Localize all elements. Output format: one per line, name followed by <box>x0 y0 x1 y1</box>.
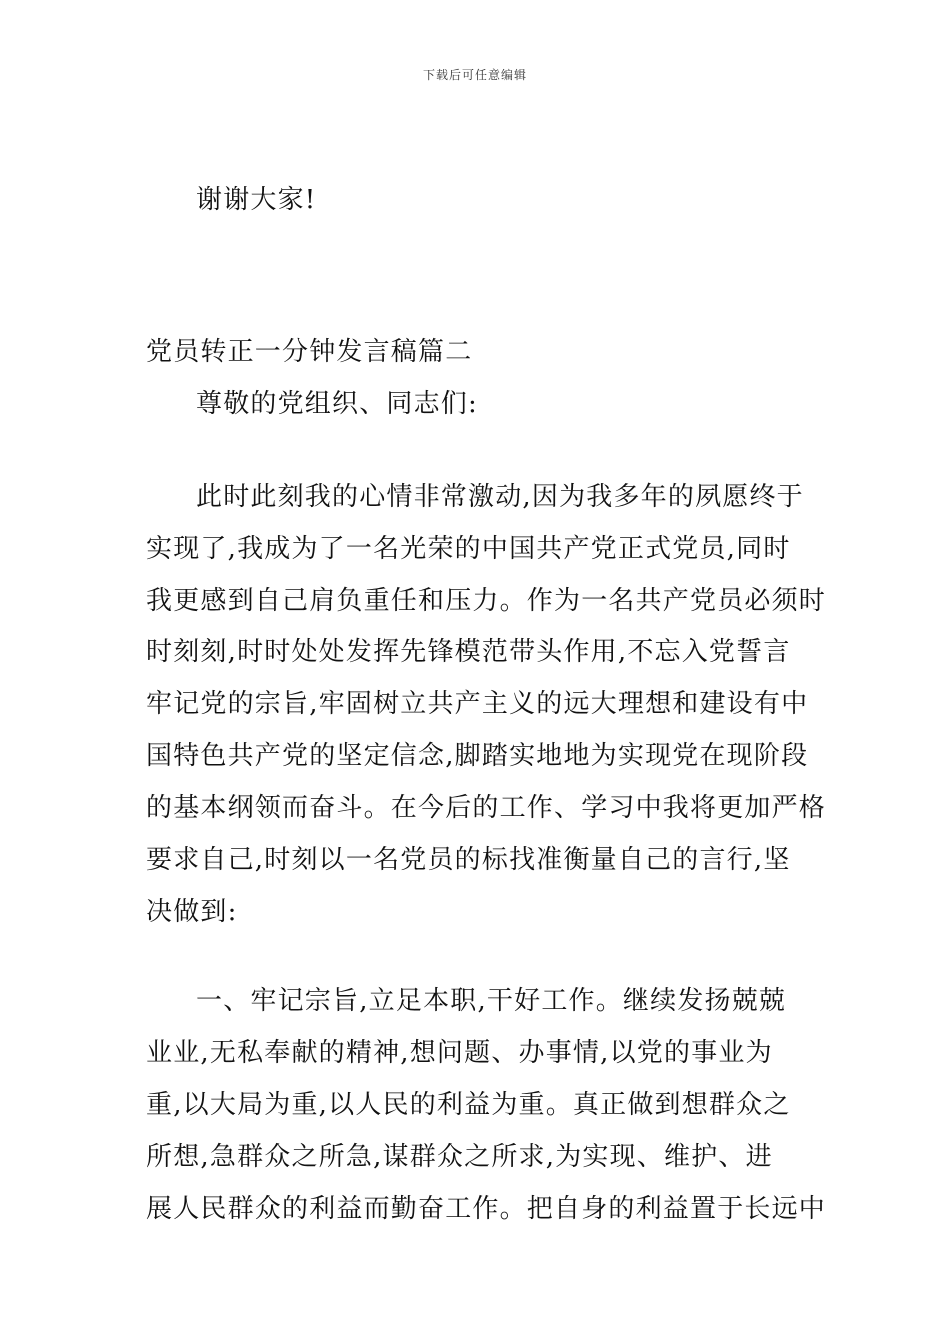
paragraph-line: 业业,无私奉献的精神,想问题、办事情,以党的事业为 <box>146 1038 773 1068</box>
section-title: 党员转正一分钟发言稿篇二 <box>146 337 473 367</box>
paragraph-line: 重,以大局为重,以人民的利益为重。真正做到想群众之 <box>146 1090 791 1120</box>
paragraph-line: 所想,急群众之所急,谋群众之所求,为实现、维护、进 <box>146 1142 773 1172</box>
paragraph-line: 我更感到自己肩负重任和压力。作为一名共产党员必须时 <box>146 586 827 616</box>
paragraph-line: 时刻刻,时时处处发挥先锋模范带头作用,不忘入党誓言 <box>146 637 791 667</box>
header-note: 下载后可任意编辑 <box>422 68 527 82</box>
paragraph-line: 决做到: <box>146 897 238 927</box>
paragraph-line: 此时此刻我的心情非常激动,因为我多年的夙愿终于 <box>196 482 804 512</box>
paragraph-line: 展人民群众的利益而勤奋工作。把自身的利益置于长远中 <box>146 1194 827 1224</box>
paragraph-line: 国特色共产党的坚定信念,脚踏实地地为实现党在现阶段 <box>146 741 809 771</box>
paragraph-line: 实现了,我成为了一名光荣的中国共产党正式党员,同时 <box>146 534 791 564</box>
paragraph-line: 一、牢记宗旨,立足本职,干好工作。继续发扬兢兢 <box>196 986 787 1016</box>
paragraph-line: 要求自己,时刻以一名党员的标找准衡量自己的言行,坚 <box>146 845 791 875</box>
thanks-line: 谢谢大家! <box>196 185 317 215</box>
paragraph-line: 牢记党的宗旨,牢固树立共产主义的远大理想和建设有中 <box>146 689 809 719</box>
salutation: 尊敬的党组织、同志们: <box>196 389 478 419</box>
paragraph-line: 的基本纲领而奋斗。在今后的工作、学习中我将更加严格 <box>146 793 827 823</box>
